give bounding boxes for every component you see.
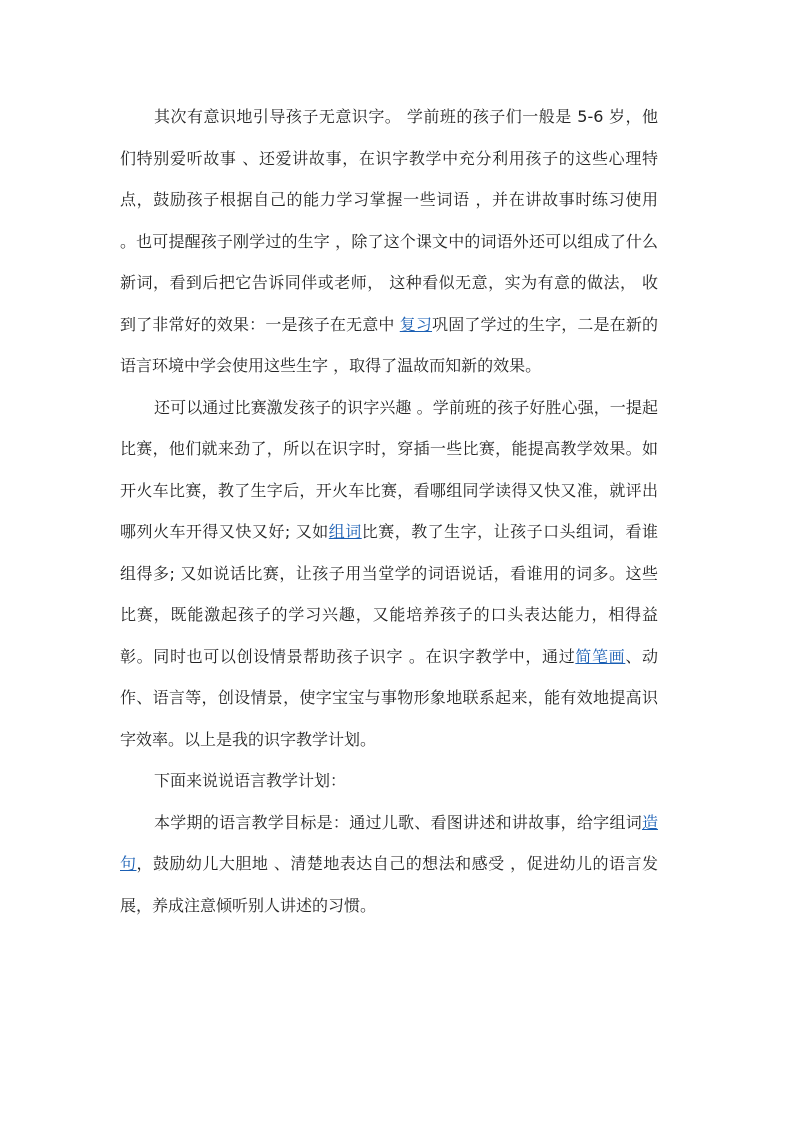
paragraph-text: ，鼓励幼儿大胆地 、清楚地表达自己的想法和感受 ，促进幼儿的语言发展，养成注意倾听别人讲述的习惯。 xyxy=(120,854,658,915)
paragraph-text: 巩固了学过的生字，二是在新的语言环境中学会使用这些生字 ，取得了温故而知新的效果。 xyxy=(120,314,658,375)
paragraph-competition xyxy=(120,387,658,761)
link-word-formation[interactable]: 组词 xyxy=(328,522,362,541)
paragraph-text: 本学期的语言教学目标是：通过儿歌、看图讲述和讲故事，给字组词 xyxy=(154,812,642,832)
paragraph-language-goals xyxy=(120,802,658,927)
paragraph-text: 其次有意识地引导孩子无意识字。 学前班的孩子们一般是 5-6 岁，他们特别爱听故事 、还爱讲故事，在识字教学中充分利用孩子的这些心理特点，鼓励孩子根据自己的能力学习掌握一些词语 ，并在讲故事时练习使用 。也可提醒孩子刚学过的生字 ，除了这个课文中的词语外还可以组成了什么新词，看到后把它告诉同伴或老师， 这种看似无意，实为有意的做法， 收到了非常好的效果：一是孩子在无意中 xyxy=(120,107,658,334)
paragraph-text: 比赛，教了生字，让孩子口头组词，看谁组得多; 又如说话比赛，让孩子用当堂学的词语说话，看谁用的词多。这些比赛，既能激起孩子的学习兴趣，又能培养孩子的口头表达能力，相得益彰。同时也可以创设情景帮助孩子识字 。在识字教学中，通过 xyxy=(120,522,658,666)
document-page xyxy=(120,96,658,926)
paragraph-literacy-guidance xyxy=(120,96,658,387)
paragraph-text: 还可以通过比赛激发孩子的识字兴趣 。学前班的孩子好胜心强，一提起比赛，他们就来劲了，所以在识字时，穿插一些比赛，能提高教学效果。如开火车比赛，教了生字后，开火车比赛，看哪组同学读得又快又准，就评出哪列火车开得又快又好; 又如 xyxy=(120,397,658,541)
paragraph-text: 、动作、语言等，创设情景，使字宝宝与事物形象地联系起来，能有效地提高识字效率。以上是我的识字教学计划。 xyxy=(120,646,658,749)
link-simple-drawing[interactable]: 简笔画 xyxy=(575,646,626,666)
paragraph-text: 下面来说说语言教学计划： xyxy=(154,771,347,790)
link-review[interactable]: 复习 xyxy=(399,314,433,334)
paragraph-language-plan-intro xyxy=(120,760,658,802)
link-sentence-making[interactable]: 造句 xyxy=(120,812,658,873)
